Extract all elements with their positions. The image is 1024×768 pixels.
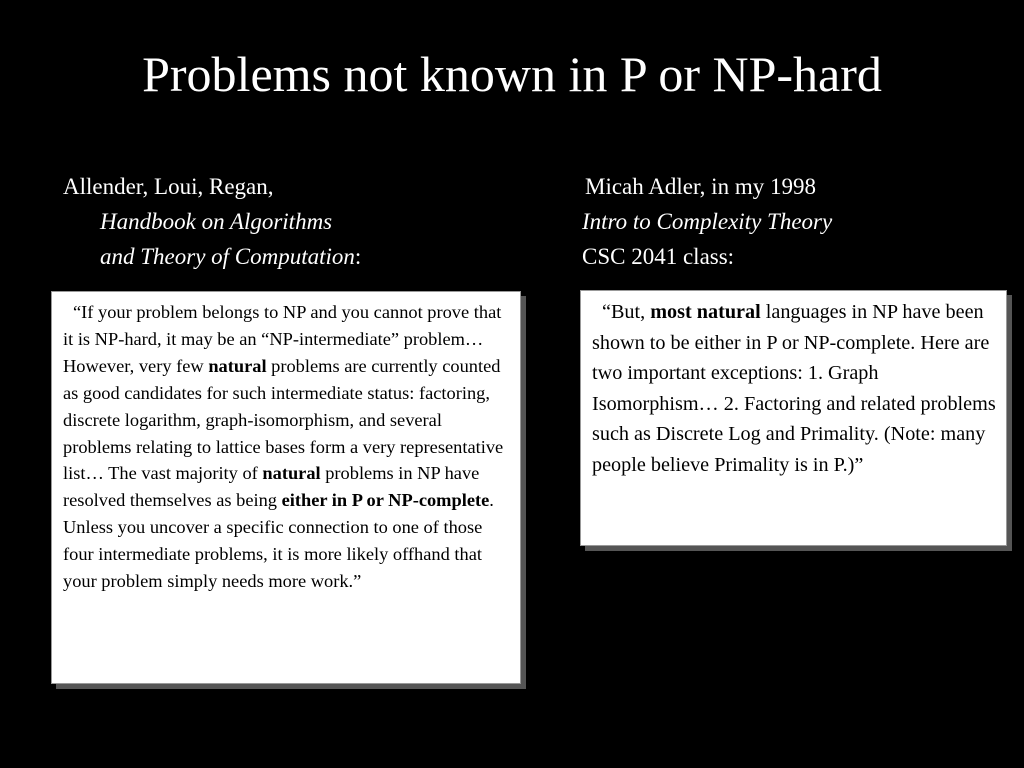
left-attribution-colon: : — [354, 244, 362, 269]
right-quote-emphasis-1: most natural — [650, 301, 761, 323]
left-attribution-book-title — [63, 204, 361, 239]
right-quote-segment-2: languages in NP have been shown to be either in P or NP-complete. Here are two important exceptions: 1. Graph Isomorphism… 2. Factoring and related problems such as Discrete Log and Primality. (Note: many people believe Primality is in P.)” — [592, 301, 996, 476]
left-book-title-part1: Handbook on Algorithms — [100, 209, 333, 234]
left-quote-emphasis-1: natural — [208, 355, 267, 376]
left-attribution-authors: Allender, Loui, Regan, — [63, 174, 274, 199]
left-quote-segment-1: “If your problem belongs to NP and you cannot prove that it is NP-hard, it may be an “NP-intermediate” problem… However, very few — [63, 302, 502, 376]
left-quote-text — [63, 299, 512, 595]
left-attribution — [63, 169, 361, 274]
right-quote-box — [580, 290, 1007, 546]
left-attribution-book-subtitle — [63, 239, 361, 274]
slide-title: Problems not known in P or NP-hard — [142, 46, 882, 102]
left-quote-segment-4: . Unless you uncover a specific connection to one of those four intermediate problems, it is more likely offhand that your problem simply needs more work.” — [63, 490, 494, 592]
left-quote-emphasis-2: natural — [262, 463, 321, 484]
right-attribution-course-title — [582, 204, 832, 239]
right-attribution-author: Micah Adler, in my 1998 — [585, 174, 816, 199]
right-quote-segment-1: “But, — [602, 301, 651, 323]
right-attribution — [582, 169, 832, 274]
right-quote-text — [592, 297, 998, 481]
left-quote-emphasis-3: either in P or NP-complete — [281, 490, 490, 511]
left-quote-segment-3: problems in NP have resolved themselves as being — [63, 463, 480, 511]
right-course-title: Intro to Complexity Theory — [582, 209, 833, 234]
left-quote-segment-2: problems are currently counted as good candidates for such intermediate status: factoring, discrete logarithm, graph-isomorphism, and several problems relating to lattice bases form a very representative list… The vast majority of — [63, 355, 504, 484]
left-book-title-part2: and Theory of Computation — [100, 244, 355, 269]
right-attribution-course-code: CSC 2041 class: — [582, 244, 735, 269]
left-quote-box — [51, 291, 521, 684]
